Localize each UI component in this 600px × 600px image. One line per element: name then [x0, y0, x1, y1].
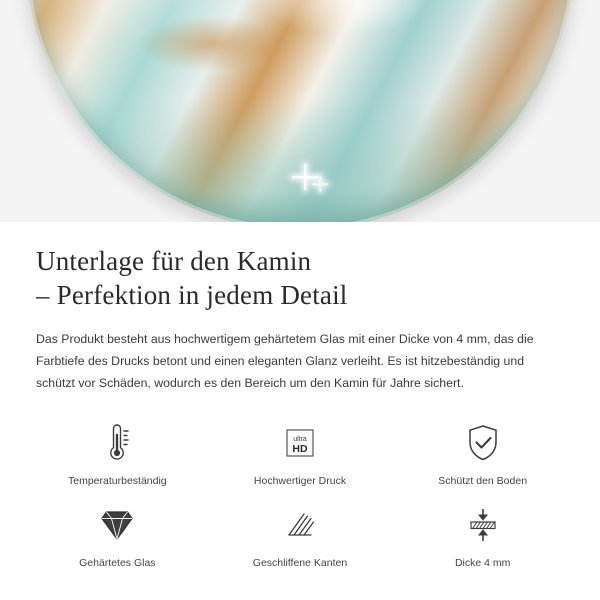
feature-print-quality: [209, 420, 392, 488]
feature-grid: [0, 420, 600, 570]
feature-thickness: [391, 502, 574, 570]
polished-edges-icon: [278, 502, 322, 548]
svg-text:ultra: ultra: [293, 436, 307, 443]
glass-plate-image: [26, 0, 574, 222]
hero-image: [0, 0, 600, 222]
shield-check-icon: [461, 420, 505, 466]
feature-label: Gehärtetes Glas: [79, 557, 156, 569]
text-content: [0, 222, 600, 394]
headline-line-1: Unterlage für den Kamin: [36, 246, 312, 276]
ultra-hd-icon: [278, 420, 322, 466]
feature-floor-protection: [391, 420, 574, 488]
svg-text:HD: HD: [292, 443, 308, 455]
feature-label: Hochwertiger Druck: [253, 475, 347, 487]
thermometer-icon: [97, 420, 137, 466]
headline-line-2: – Perfektion in jedem Detail: [36, 280, 348, 310]
feature-temperature-resistant: [26, 420, 209, 488]
feature-label: Geschliffene Kanten: [252, 557, 348, 569]
diamond-icon: [94, 502, 140, 548]
feature-tempered-glass: [26, 502, 209, 570]
description-paragraph: Das Produkt besteht aus hochwertigem gehärtetem Glas mit einer Dicke von 4 mm, das die Farbtiefe des Drucks betont und einen eleganten Glanz verleiht. Es ist hitzebeständig und schützt vor Schäden, wodurch es den Bereich um den Kamin für Jahre sichert.: [36, 332, 534, 390]
page-title: [36, 244, 564, 312]
feature-label: Temperaturbeständig: [68, 475, 167, 487]
thickness-arrows-icon: [461, 502, 505, 548]
feature-label: Schützt den Boden: [438, 475, 528, 487]
feature-label: Dicke 4 mm: [454, 557, 511, 569]
feature-polished-edges: [209, 502, 392, 570]
